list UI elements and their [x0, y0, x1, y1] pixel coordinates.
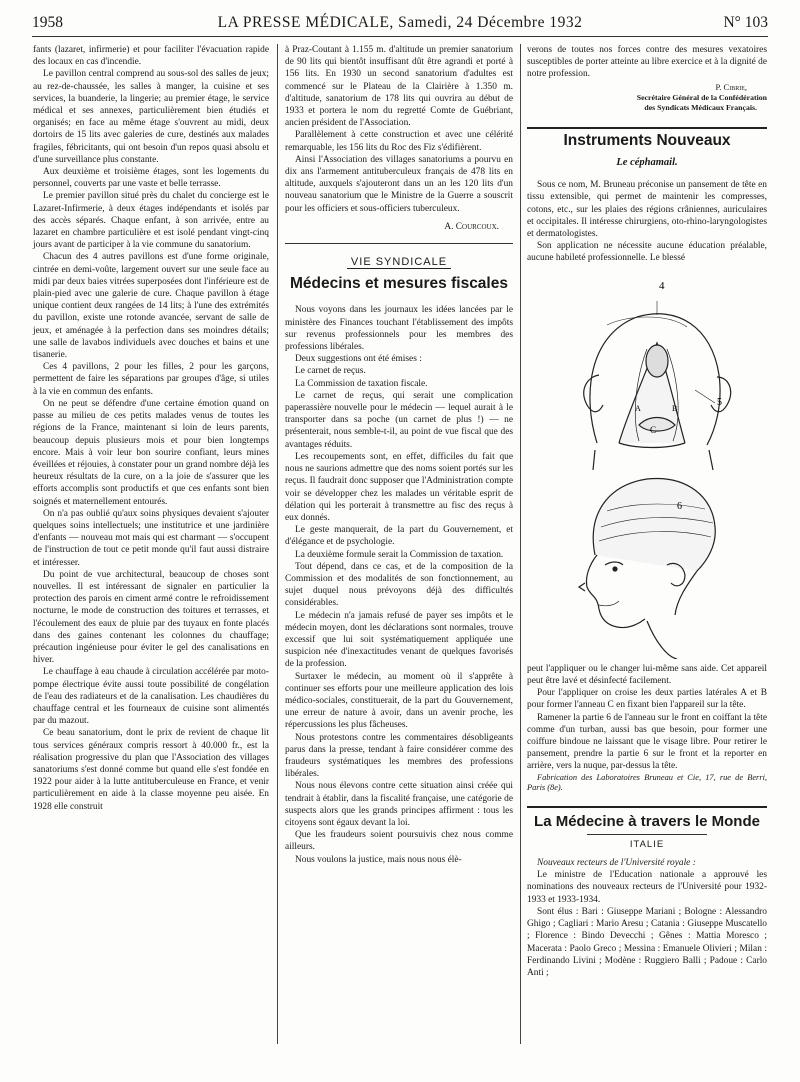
paragraph: La Commission de taxation fiscale.	[295, 378, 428, 389]
column-divider-2	[520, 44, 521, 1044]
page-header	[32, 14, 768, 32]
figure-label: A	[635, 403, 641, 413]
paragraph: Le chauffage à eau chaude à circulation accélérée par moto-pompe électrique évite aussi toute possibilité de congélation de l'eau des radiateurs et de la canalisation. Les chaudières du chauffage central et les fourneaux de cuisine sont alimentés par du mazout.	[33, 667, 269, 727]
column-3	[527, 44, 767, 979]
figure-label: 6	[677, 500, 682, 512]
column-1	[33, 44, 269, 813]
paragraph: Nous voyons dans les journaux les idées lancées par le ministère des Finances touchant l'établissement des impôts sur revenus professionnels pour les membres des professions libérales.	[285, 305, 513, 353]
paragraph: Sous ce nom, M. Bruneau préconise un pansement de tête en tissu extensible, qui permet de maintenir les compresses, cotons, etc., sur les plaies des régions crâniennes, auriculaires et occipitales. Il intéresse chirurgiens, oto-rhino-laryngologistes et dermatologistes.	[527, 180, 767, 240]
country-heading: ITALIE	[629, 838, 665, 850]
figure-label: 5	[717, 396, 722, 408]
figure-label: C	[650, 424, 657, 435]
paragraph: verons de toutes nos forces contre des mesures vexatoires susceptibles de porter atteinte au libre exercice et à la dignité de notre profession.	[527, 45, 767, 80]
signature-title: des Syndicats Médicaux Français.	[644, 102, 757, 112]
journal-title: LA PRESSE MÉDICALE, Samedi, 24 Décembre 1932	[217, 14, 583, 31]
fabrication-note: Fabrication des Laboratoires Bruneau et Cie, 17, rue de Berri, Paris (8e).	[527, 772, 767, 793]
paragraph: Le geste manquerait, de la part du Gouvernement, et d'élégance et de psychologie.	[285, 525, 513, 548]
paragraph: On ne peut se défendre d'une certaine émotion quand on passe au milieu de ces petits malades venus de toutes les régions de la France, maintenant si loin de leurs parents, beaucoup depuis plusieurs mois et pour bien longtemps encore. Mais à voir leur bon sourire confiant, leurs mines éveillées et réjouies, à constater pour un grand nombre déjà les heureux résultats de la cure, on a la joie de s'assurer que les efforts accomplis sont productifs et que ces enfants sont bien soignés et maternellement entourés.	[33, 398, 269, 507]
paragraph: Son application ne nécessite aucune éducation préalable, aucune habileté professionnelle. Le blessé	[527, 241, 767, 264]
paragraph: Le carnet de reçus, qui serait une complication paperassière nouvelle pour le médecin — lequel aurait à le transporter dans sa poche (un carnet de plus !) — ne présenterait, nous semble-t-il, au point de vue fiscal que des avantages réduits.	[285, 390, 513, 450]
paragraph: Du point de vue architectural, beaucoup de choses sont nouvelles. Il est intéressant de signaler en particulier la protection des parois en ciment armé contre le refroidissement nocturne, le mode de construction des toitures et terrasses, et l'écoulement des eaux de pluie par des tuyaux en fonte placés dans des gaines contenant les colonnes du chauffage; précaution ingénieuse pour éviter le gel des canalisations en hiver.	[33, 569, 269, 666]
paragraph: La deuxième formule serait la Commission de taxation.	[295, 549, 504, 560]
head-profile-illustration	[579, 478, 715, 658]
paragraph: peut l'appliquer ou le changer lui-même sans aide. Cet appareil peut être lavé et désinfecté facilement.	[527, 663, 767, 687]
paragraph: On n'a pas oublié qu'aux soins physiques devaient s'ajouter quelques soins intellectuels; une institutrice et une jardinière d'enfants — nouveau mot mais qui est charmant — s'occupent de l'instruction de tout ce petit monde qu'il faut aussi distraire et intéresser.	[33, 508, 269, 568]
paragraph: Le carnet de reçus.	[295, 366, 366, 377]
paragraph: Ces 4 pavillons, 2 pour les filles, 2 pour les garçons, permettent de faire les séparations par groupes d'âge, si utiles à la vie en commun des enfants.	[33, 362, 269, 397]
paragraph: Le pavillon central comprend au sous-sol des salles de jeux; au rez-de-chaussée, les salles à manger, la cuisine et ses services, la buanderie, la lingerie; au premier étage, le service médical et ses annexes, particulièrement bien étudiés et organisés; en face au même étage s'ouvrent au midi, deux dortoirs de 15 lits avec galeries de cure, destinés aux malades fragiles, fébricitants, qui ont besoin d'un repos quasi absolu et d'une surveillance plus constante.	[33, 69, 269, 165]
paragraph: Sont élus : Bari : Giuseppe Mariani ; Bologne : Alessandro Ghigo ; Cagliari : Mario Aresu ; Catania : Giuseppe Muscatello ; Florence : Bindo Devecchi ; Gênes : Mattia Moresco ; Macerata : Paolo Greco ; Messina : Emanuele Olivieri ; Milan : Ferdinando Livini ; Modène : Ruggiero Balli ; Padoue : Carlo Anti ;	[527, 906, 767, 978]
paragraph: Nous voulons la justice, mais nous nous élè-	[295, 854, 462, 865]
section-title: Instruments Nouveaux	[563, 131, 731, 149]
paragraph: Nous nous élevons contre cette situation ainsi créée qui tendrait à établir, dans la fiscalité française, une catégorie de suspects alors que les grands principes affirment : tous les citoyens sont égaux devant la loi.	[285, 781, 513, 828]
paragraph: Surtaxer le médecin, au moment où il s'apprête à continuer ses efforts pour une meilleure application des lois médico-sociales, constituerait, de la part du Gouvernement, une erreur de nature à avoir, dans un avenir proche, les répercussions les plus fâcheuses.	[285, 671, 513, 731]
article-signature: A. Courcoux.	[444, 221, 499, 232]
section-label	[285, 256, 513, 268]
signature-title: Secrétaire Général de la Confédération	[636, 92, 767, 102]
section-label-text: VIE SYNDICALE	[347, 256, 451, 269]
paragraph: à Praz-Coutant à 1.155 m. d'altitude un premier sanatorium de 90 lits qui bientôt insuffisant dût être agrandi et porté à 156 lits. En 1930 un second sanatorium d'adultes est commencé sur le Plateau de la Clairière à 1.350 m. d'altitude, sanatorium de 178 lits qui ouvrira au début de 1933 et portera le nom du regretté Comte de Guébriant, ancien président de l'Association.	[285, 45, 513, 129]
paragraph: Ce beau sanatorium, dont le prix de revient de chaque lit tous services généraux compris ressort à 40.000 fr., est la réalisation progressive du plan que l'Association des villages sanatoriums s'est donné comme but quand elle s'est fondée en 1922 pour aider à la lutte antituberculeuse en France, et venir particulièrement en aide à la classe moyenne peu aisée. En 1928 elle construit	[33, 728, 269, 812]
paragraph: Deux suggestions ont été émises :	[295, 354, 422, 365]
section-rule	[527, 806, 767, 808]
paragraph: Pour l'appliquer on croise les deux parties latérales A et B pour former l'anneau C en fixant bien l'appareil sur la tête.	[527, 688, 767, 711]
column-divider-1	[277, 44, 278, 1044]
figure-label: 4	[659, 279, 665, 292]
paragraph: Le premier pavillon situé près du chalet du concierge est le Lazaret-Infirmerie, à deux étages indépendants et isolés par des accès séparés. Chaque enfant, à son arrivée, entre au lazaret en chambre particulière et est isolé pendant vingt-cinq jours avant de participer à la vie commune du sanatorium.	[33, 191, 269, 251]
section-rule	[587, 834, 707, 835]
paragraph: Ramener la partie 6 de l'anneau sur le front en coiffant la tête comme d'un turban, aussi bas que besoin, pour former une coiffure bindoue ne laissant que le visage libre. Pour retirer le pansement, prendre la partie 6 sur le front et la reporter en arrière, vers la nuque, par-dessus la tête.	[527, 712, 767, 772]
paragraph: Aux deuxième et troisième étages, sont les logements du personnel, couverts par une vaste et belle terrasse.	[33, 167, 269, 190]
paragraph: Parallèlement à cette construction et avec une célérité remarquable, les 156 lits du Roc des Fiz s'édifièrent.	[285, 130, 513, 153]
signature-name: P. Cibrie,	[715, 81, 747, 92]
section-title: La Médecine à travers le Monde	[534, 812, 760, 830]
section-rule	[527, 127, 767, 129]
header-rule	[32, 36, 768, 37]
paragraph: Les recoupements sont, en effet, difficiles du fait que nous ne saurions admettre que des noms soient portés sur les reçus. Il faudrait donc supposer que l'Administration compte voir se développer chez les malades un véritable esprit de délation qui les porterait à transmettre au fisc des reçus à eux donnés.	[285, 451, 513, 523]
cephamail-figure	[527, 265, 767, 659]
page-number: 1958	[32, 14, 63, 31]
section-rule	[285, 243, 513, 244]
paragraph: Nous protestons contre les commentaires désobligeants parus dans la presse, tendant à faire considérer comme des fraudeurs systématiques les membres des professions libérales.	[285, 732, 513, 780]
paragraph: fants (lazaret, infirmerie) et pour faciliter l'évacuation rapide des locaux en cas d'incendie.	[33, 45, 269, 68]
issue-number: N° 103	[723, 14, 768, 31]
paragraph: Le médecin n'a jamais refusé de payer ses impôts et le médecin moyen, dont les déclarations sont normales, trouve excessif que lui soit systématiquement appliquée une suspicion née d'inexactitudes venant de quelques favorisés de la profession.	[285, 610, 513, 670]
article-title: Médecins et mesures fiscales	[290, 275, 508, 293]
news-heading: Nouveaux recteurs de l'Université royale :	[537, 858, 696, 869]
paragraph: Tout dépend, dans ce cas, et de la composition de la Commission et des modalités de son fonctionnement, au sujet duquel nous prévoyons déjà des difficultés considérables.	[285, 561, 513, 609]
column-2	[285, 44, 513, 866]
head-back-illustration	[584, 301, 731, 470]
paragraph: Ainsi l'Association des villages sanatoriums a pourvu en dix ans l'armement antituberculeux français de 478 lits en altitude, auxquels s'ajouteront dans un an les 120 lits d'un nouveau sanatorium que le Ministre de la Guerre a souscrit pour les officiers et sous-officiers tuberculeux.	[285, 154, 513, 214]
paragraph: Que les fraudeurs soient poursuivis chez nous comme ailleurs.	[285, 830, 513, 853]
subsection-title: Le céphamail.	[616, 157, 678, 169]
figure-label: B	[672, 403, 678, 413]
paragraph: Le ministre de l'Education nationale a approuvé les nominations des nouveaux recteurs de l'Université pour 1932-1933 et 1933-1934.	[527, 870, 767, 905]
paragraph: Chacun des 4 autres pavillons est d'une forme originale, cintrée en demi-voûte, largement ouvert sur une seule face au midi par deux baies vitrées superposées dont l'inférieure est de plain-pied avec une galerie de cure. Chaque pavillon à étage unique contient deux rangées de 14 lits; à l'une des extrémités du pavillon, existe une rotonde avancée, servant de salle de jeux, et aménagée à la perfection dans ses moindres détails; une salle de lavabos individuels avec douches et bains et une tisanerie.	[33, 252, 269, 361]
